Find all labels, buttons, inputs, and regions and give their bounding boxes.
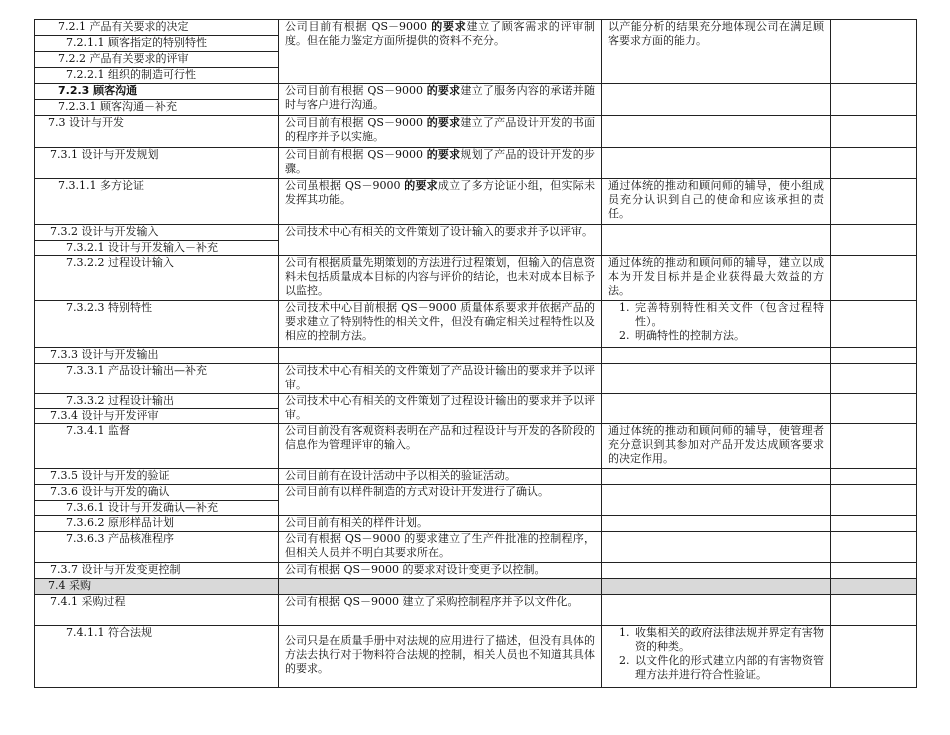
description-cell: 公司目前有相关的样件计划。	[279, 516, 602, 532]
remark-cell	[831, 579, 917, 595]
advice-cell	[602, 626, 831, 688]
clause-cell: 7.3.2.2 过程设计输入	[35, 256, 279, 301]
table-row	[35, 179, 917, 225]
description-cell: 公司有根据 QS－9000 的要求建立了生产件批准的控制程序，但相关人员并不明白其要求所在。	[279, 532, 602, 563]
clause-cell: 7.3.3.2 过程设计输出	[35, 394, 279, 409]
table-row	[35, 225, 917, 241]
table-row	[35, 516, 917, 532]
table-row	[35, 485, 917, 501]
clause-cell: 7.3.2 设计与开发输入	[35, 225, 279, 241]
advice-cell	[602, 301, 831, 348]
clause-cell: 7.3.5 设计与开发的验证	[35, 469, 279, 485]
clause-cell: 7.3.3.1 产品设计输出—补充	[35, 364, 279, 394]
table-row	[35, 148, 917, 179]
description-cell: 公司技术中心目前根据 QS－9000 质量体系要求并依据产品的要求建立了特别特性的相关文件，但没有确定相关过程特性以及相应的控制方法。	[279, 301, 602, 348]
table-row	[35, 301, 917, 348]
description-cell: 公司目前有根据 QS－9000 的要求建立了顾客需求的评审制度。但在能力鉴定方面所提供的资料不充分。	[279, 20, 602, 84]
remark-cell	[831, 256, 917, 301]
remark-cell	[831, 563, 917, 579]
advice-cell	[602, 148, 831, 179]
clause-cell: 7.2.1.1 顾客指定的特别特性	[35, 36, 279, 52]
description-cell: 公司有根据质量先期策划的方法进行过程策划，但输入的信息资料未包括质量成本目标的内容与评价的结论，也未对成本目标予以监控。	[279, 256, 602, 301]
remark-cell	[831, 595, 917, 626]
table-row	[35, 256, 917, 301]
clause-cell: 7.4.1.1 符合法规	[35, 626, 279, 688]
clause-cell: 7.2.3.1 顾客沟通－补充	[35, 100, 279, 116]
description-cell: 公司只是在质量手册中对法规的应用进行了描述，但没有具体的方法去执行对于物料符合法规的控制，相关人员也不知道其具体的要求。	[279, 626, 602, 688]
remark-cell	[831, 626, 917, 688]
advice-cell	[602, 225, 831, 256]
list-item: 2. 明确特性的控制方法。	[633, 329, 824, 343]
description-cell: 公司目前有根据 QS－9000 的要求建立了服务内容的承诺并随时与客户进行沟通。	[279, 84, 602, 116]
advice-cell	[602, 532, 831, 563]
advice-list	[608, 301, 824, 343]
advice-cell: 通过体统的推动和顾问师的辅导，使管理者充分意识到其参加对产品开发达成顾客要求的决定作用。	[602, 424, 831, 469]
clause-cell: 7.4.1 采购过程	[35, 595, 279, 626]
clause-cell: 7.2.2 产品有关要求的评审	[35, 52, 279, 68]
clause-cell: 7.3.3 设计与开发输出	[35, 348, 279, 364]
advice-cell	[602, 579, 831, 595]
description-cell: 公司技术中心有相关的文件策划了产品设计输出的要求并予以评审。	[279, 364, 602, 394]
advice-cell	[602, 516, 831, 532]
table-row	[35, 348, 917, 364]
remark-cell	[831, 20, 917, 84]
description-cell: 公司目前有在设计活动中予以相关的验证活动。	[279, 469, 602, 485]
clause-cell: 7.2.2.1 组织的制造可行性	[35, 68, 279, 84]
advice-cell	[602, 84, 831, 116]
table-row	[35, 116, 917, 148]
clause-cell: 7.2.3 顾客沟通	[35, 84, 279, 100]
remark-cell	[831, 516, 917, 532]
description-cell: 公司虽根据 QS－9000 的要求成立了多方论证小组，但实际未发挥其功能。	[279, 179, 602, 225]
list-item: 1. 完善特别特性相关文件（包含过程特性）。	[633, 301, 824, 329]
table-row	[35, 469, 917, 485]
list-item: 1. 收集相关的政府法律法规并界定有害物资的种类。	[633, 626, 824, 654]
advice-cell: 以产能分析的结果充分地体现公司在满足顾客要求方面的能力。	[602, 20, 831, 84]
table-row	[35, 364, 917, 394]
description-cell: 公司目前有以样件制造的方式对设计开发进行了确认。	[279, 485, 602, 516]
remark-cell	[831, 348, 917, 364]
table-row	[35, 532, 917, 563]
description-cell: 公司技术中心有相关的文件策划了过程设计输出的要求并予以评审。	[279, 394, 602, 424]
remark-cell	[831, 532, 917, 563]
advice-cell	[602, 485, 831, 516]
clause-cell: 7.3.2.3 特别特性	[35, 301, 279, 348]
clause-cell: 7.4 采购	[35, 579, 279, 595]
clause-cell: 7.3.4 设计与开发评审	[35, 409, 279, 424]
clause-cell: 7.3.6.3 产品核准程序	[35, 532, 279, 563]
table-row	[35, 394, 917, 409]
section-row	[35, 579, 917, 595]
gap-analysis-table	[34, 19, 917, 688]
table-row	[35, 424, 917, 469]
remark-cell	[831, 469, 917, 485]
remark-cell	[831, 394, 917, 424]
clause-cell: 7.3.1.1 多方论证	[35, 179, 279, 225]
clause-cell: 7.3.2.1 设计与开发输入－补充	[35, 241, 279, 256]
description-cell: 公司技术中心有相关的文件策划了设计输入的要求并予以评审。	[279, 225, 602, 256]
clause-cell: 7.3.6.1 设计与开发确认—补充	[35, 501, 279, 516]
remark-cell	[831, 364, 917, 394]
description-cell: 公司有根据 QS－9000 的要求对设计变更予以控制。	[279, 563, 602, 579]
table-row	[35, 20, 917, 36]
table-row	[35, 595, 917, 626]
table-row	[35, 563, 917, 579]
advice-cell	[602, 469, 831, 485]
remark-cell	[831, 424, 917, 469]
description-cell: 公司有根据 QS－9000 建立了采购控制程序并予以文件化。	[279, 595, 602, 626]
clause-cell: 7.3.6.2 原形样品计划	[35, 516, 279, 532]
table-row	[35, 626, 917, 688]
remark-cell	[831, 225, 917, 256]
advice-cell: 通过体统的推动和顾问师的辅导，使小组成员充分认识到自己的使命和应该承担的责任。	[602, 179, 831, 225]
advice-cell	[602, 116, 831, 148]
advice-cell	[602, 348, 831, 364]
clause-cell: 7.3.4.1 监督	[35, 424, 279, 469]
advice-cell	[602, 364, 831, 394]
description-cell: 公司目前有根据 QS－9000 的要求规划了产品的设计开发的步骤。	[279, 148, 602, 179]
remark-cell	[831, 116, 917, 148]
remark-cell	[831, 179, 917, 225]
description-cell: 公司目前没有客观资料表明在产品和过程设计与开发的各阶段的信息作为管理评审的输入。	[279, 424, 602, 469]
clause-cell: 7.3.6 设计与开发的确认	[35, 485, 279, 501]
clause-cell: 7.3 设计与开发	[35, 116, 279, 148]
table-row	[35, 84, 917, 100]
clause-cell: 7.3.1 设计与开发规划	[35, 148, 279, 179]
description-cell	[279, 348, 602, 364]
clause-cell: 7.3.7 设计与开发变更控制	[35, 563, 279, 579]
advice-cell	[602, 394, 831, 424]
description-cell: 公司目前有根据 QS－9000 的要求建立了产品设计开发的书面的程序并予以实施。	[279, 116, 602, 148]
advice-cell	[602, 563, 831, 579]
description-cell	[279, 579, 602, 595]
clause-cell: 7.2.1 产品有关要求的决定	[35, 20, 279, 36]
remark-cell	[831, 485, 917, 516]
list-item: 2. 以文件化的形式建立内部的有害物资管理方法并进行符合性验证。	[633, 654, 824, 682]
remark-cell	[831, 148, 917, 179]
advice-cell	[602, 595, 831, 626]
advice-list	[608, 626, 824, 682]
remark-cell	[831, 84, 917, 116]
remark-cell	[831, 301, 917, 348]
advice-cell: 通过体统的推动和顾问师的辅导，建立以成本为开发目标并是企业获得最大效益的方法。	[602, 256, 831, 301]
